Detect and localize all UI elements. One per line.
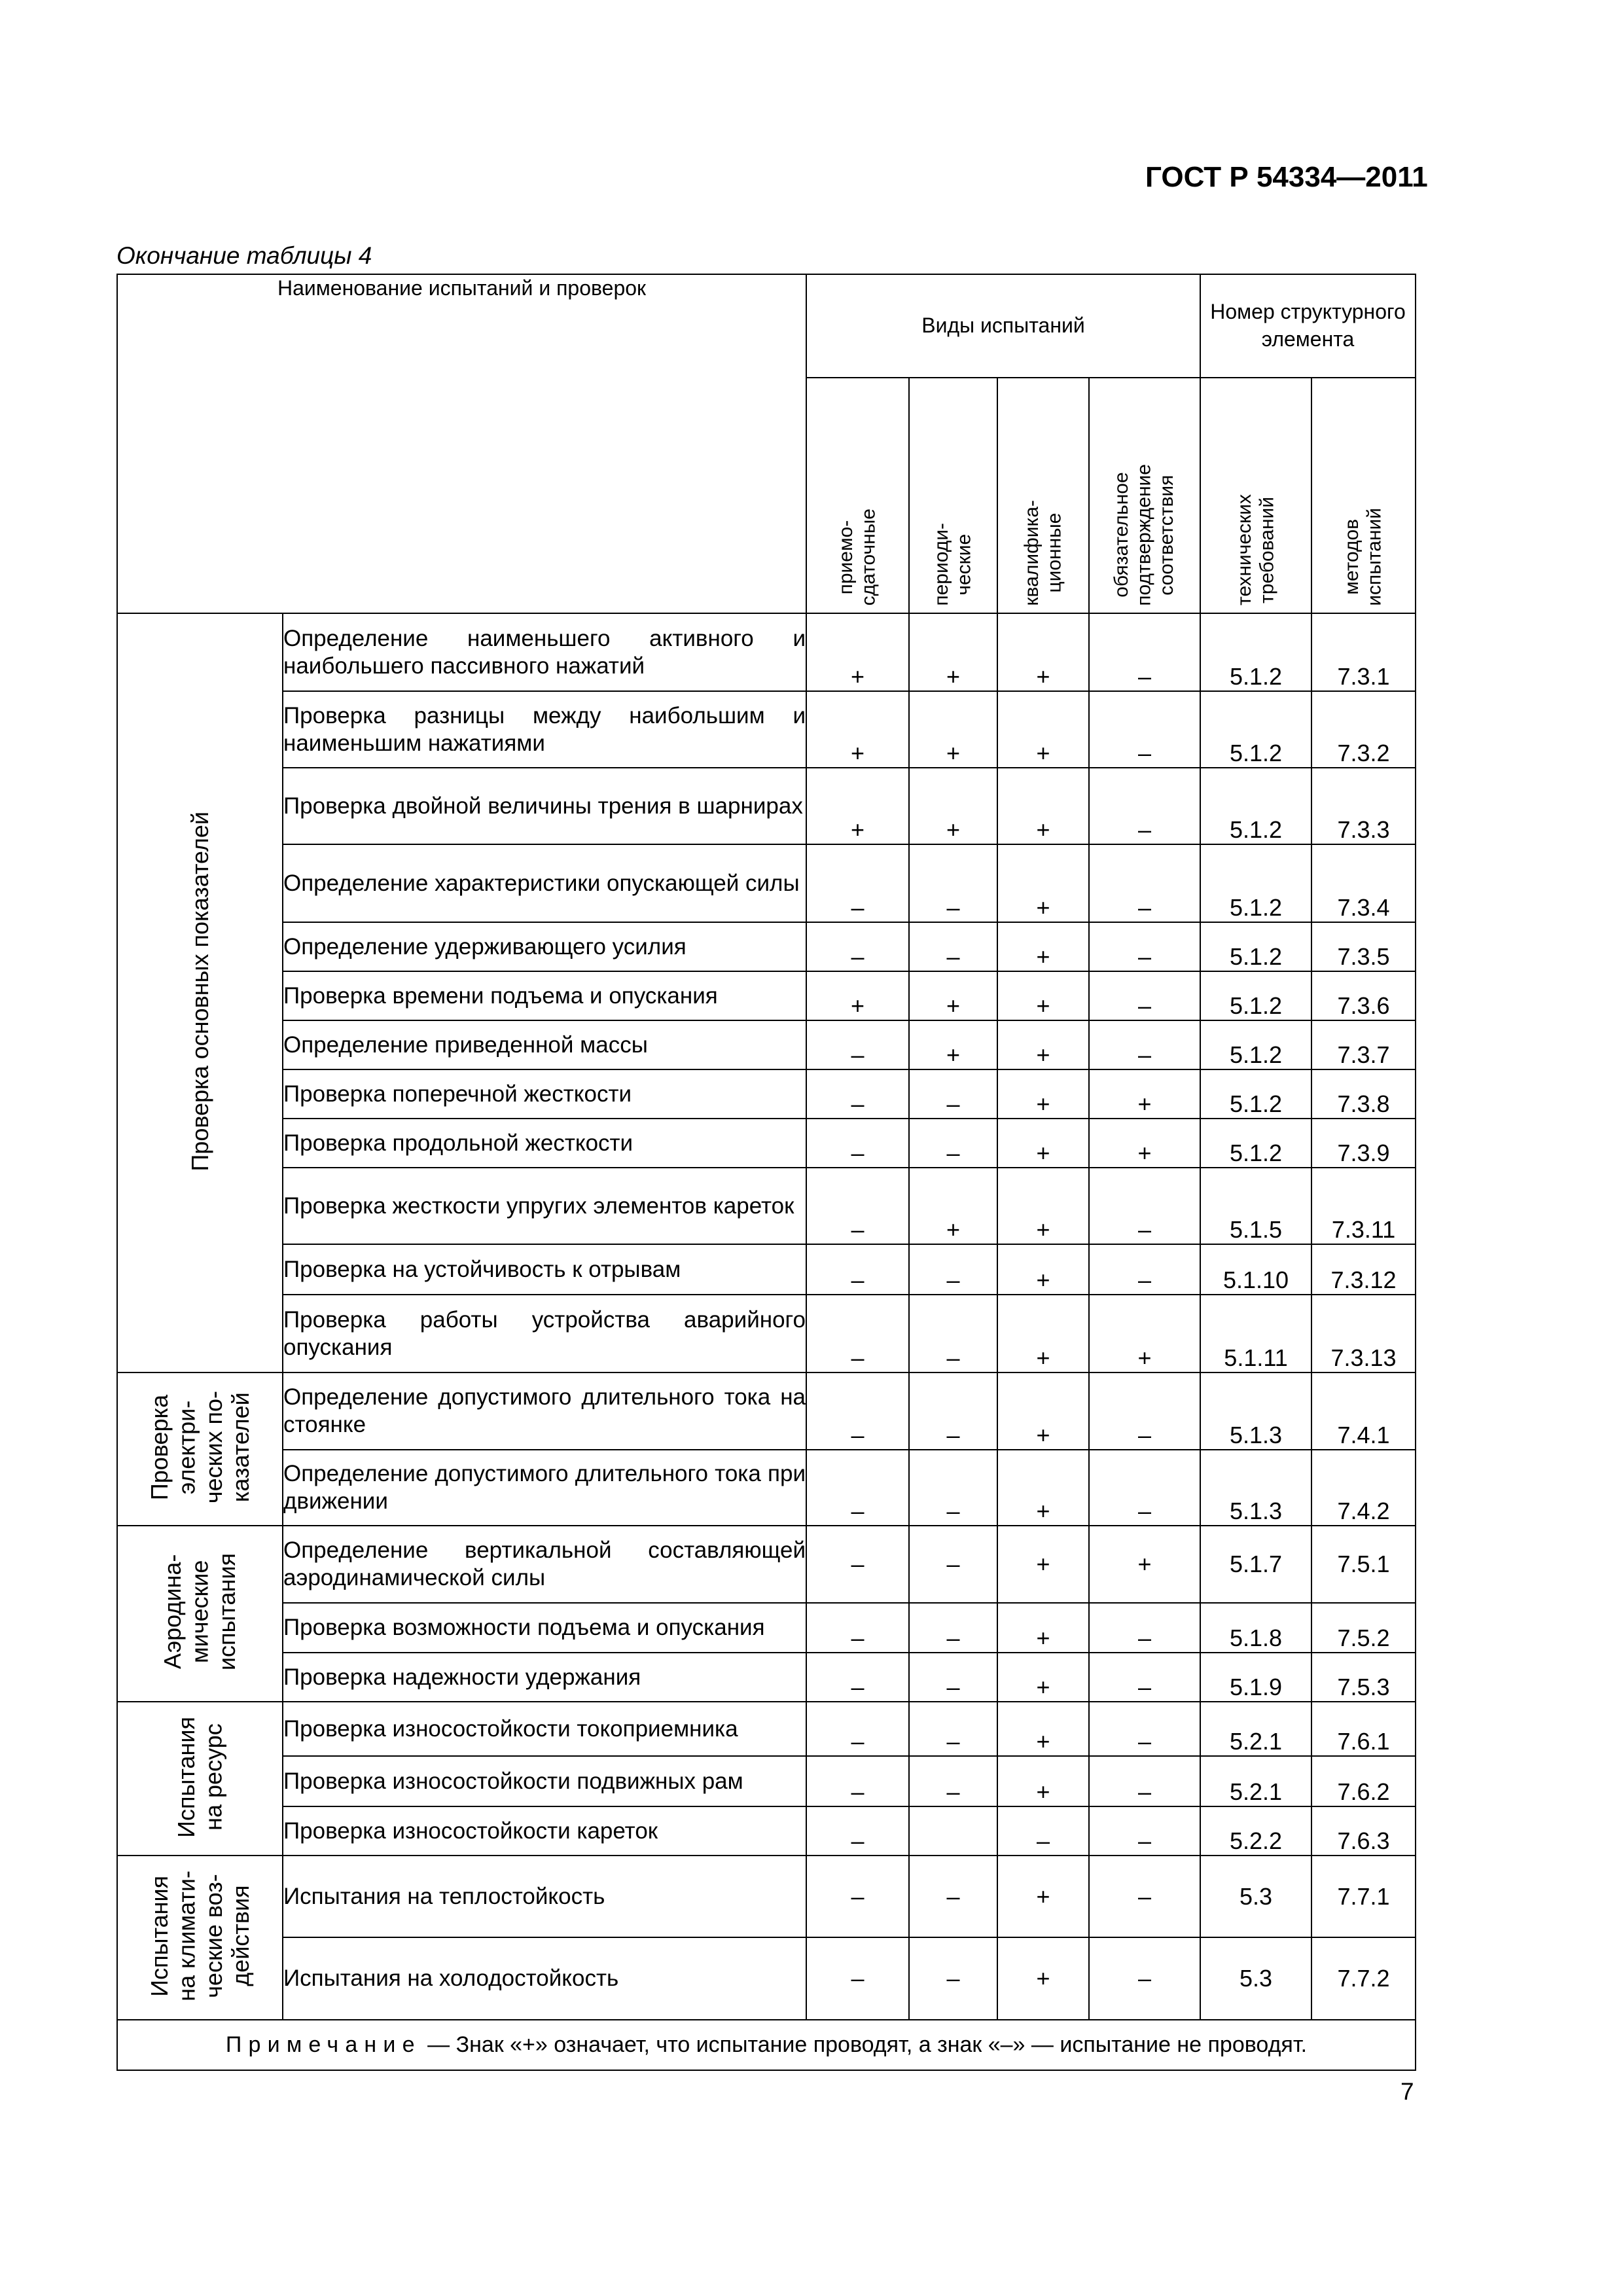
mark-cell: –	[909, 1526, 997, 1603]
test-name: Проверка времени подъема и опускания	[283, 971, 806, 1020]
mark-cell: –	[1089, 1450, 1200, 1526]
requirement-number: 5.1.2	[1200, 1069, 1311, 1119]
mark-cell: –	[1089, 1372, 1200, 1450]
requirement-number: 5.3	[1200, 1937, 1311, 2020]
mark-cell: –	[806, 1526, 909, 1603]
requirement-number: 5.1.2	[1200, 1020, 1311, 1069]
table-row	[117, 1168, 1416, 1244]
mark-cell: +	[806, 971, 909, 1020]
mark-cell: –	[909, 1295, 997, 1372]
group-label: Испытания на ресурс	[117, 1702, 283, 1856]
test-name: Проверка износостойкости подвижных рам	[283, 1756, 806, 1806]
mark-cell: +	[806, 768, 909, 844]
subheader-technical-requirements: технических требований	[1200, 378, 1311, 613]
method-number: 7.5.3	[1311, 1653, 1416, 1702]
mark-cell: –	[997, 1806, 1089, 1856]
mark-cell: –	[806, 1603, 909, 1653]
mark-cell: –	[1089, 922, 1200, 971]
mark-cell: +	[997, 1526, 1089, 1603]
method-number: 7.3.2	[1311, 691, 1416, 768]
requirement-number: 5.1.7	[1200, 1526, 1311, 1603]
column-header-structural-element: Номер структурного элемента	[1200, 274, 1416, 378]
mark-cell: –	[1089, 1856, 1200, 1937]
test-name: Проверка разницы между наибольшим и наименьшим нажатиями	[283, 691, 806, 768]
mark-cell: +	[997, 1450, 1089, 1526]
mark-cell: +	[997, 613, 1089, 691]
method-number: 7.5.1	[1311, 1526, 1416, 1603]
table-row	[117, 1372, 1416, 1450]
note-label: Примечание	[225, 2032, 421, 2057]
mark-cell: –	[909, 1702, 997, 1756]
mark-cell: +	[909, 971, 997, 1020]
table-row	[117, 1020, 1416, 1069]
group-label: Аэродина- мические испытания	[117, 1526, 283, 1702]
mark-cell: +	[1089, 1526, 1200, 1603]
test-name: Проверка на устойчивость к отрывам	[283, 1244, 806, 1295]
mark-cell: –	[806, 1756, 909, 1806]
method-number: 7.7.1	[1311, 1856, 1416, 1937]
requirement-number: 5.3	[1200, 1856, 1311, 1937]
mark-cell: –	[909, 1119, 997, 1168]
method-number: 7.4.2	[1311, 1450, 1416, 1526]
table-row	[117, 613, 1416, 691]
mark-cell: +	[997, 1119, 1089, 1168]
method-number: 7.3.4	[1311, 844, 1416, 922]
mark-cell: +	[997, 1702, 1089, 1756]
mark-cell: +	[909, 691, 997, 768]
test-name: Проверка продольной жесткости	[283, 1119, 806, 1168]
table-row	[117, 691, 1416, 768]
method-number: 7.7.2	[1311, 1937, 1416, 2020]
test-name: Определение вертикальной составляющей аэродинамической силы	[283, 1526, 806, 1603]
page-number: 7	[1400, 2078, 1414, 2105]
mark-cell: –	[909, 844, 997, 922]
mark-cell: –	[909, 1856, 997, 1937]
mark-cell: +	[997, 768, 1089, 844]
method-number: 7.3.3	[1311, 768, 1416, 844]
requirement-number: 5.2.2	[1200, 1806, 1311, 1856]
mark-cell: –	[806, 1020, 909, 1069]
mark-cell: –	[909, 1372, 997, 1450]
mark-cell: –	[909, 1244, 997, 1295]
mark-cell: +	[997, 1653, 1089, 1702]
test-name: Определение допустимого длительного тока при движении	[283, 1450, 806, 1526]
mark-cell: –	[909, 1653, 997, 1702]
mark-cell: –	[1089, 844, 1200, 922]
test-name: Проверка двойной величины трения в шарнирах	[283, 768, 806, 844]
mark-cell: +	[997, 844, 1089, 922]
mark-cell: +	[997, 1856, 1089, 1937]
mark-cell: –	[806, 1450, 909, 1526]
mark-cell: +	[1089, 1119, 1200, 1168]
table-row	[117, 1244, 1416, 1295]
table-row	[117, 1119, 1416, 1168]
mark-cell: –	[1089, 1756, 1200, 1806]
table-row	[117, 844, 1416, 922]
table-row	[117, 1937, 1416, 2020]
mark-cell: –	[806, 1653, 909, 1702]
mark-cell: –	[1089, 1653, 1200, 1702]
test-name: Проверка поперечной жесткости	[283, 1069, 806, 1119]
table-row	[117, 1856, 1416, 1937]
mark-cell	[909, 1806, 997, 1856]
method-number: 7.5.2	[1311, 1603, 1416, 1653]
requirement-number: 5.1.8	[1200, 1603, 1311, 1653]
mark-cell: –	[1089, 971, 1200, 1020]
test-name: Проверка жесткости упругих элементов кареток	[283, 1168, 806, 1244]
requirement-number: 5.1.2	[1200, 613, 1311, 691]
mark-cell: –	[806, 1372, 909, 1450]
table-row	[117, 1702, 1416, 1756]
table-row	[117, 1069, 1416, 1119]
method-number: 7.3.13	[1311, 1295, 1416, 1372]
requirement-number: 5.1.2	[1200, 768, 1311, 844]
method-number: 7.3.11	[1311, 1168, 1416, 1244]
mark-cell: +	[997, 1756, 1089, 1806]
mark-cell: –	[909, 922, 997, 971]
mark-cell: –	[909, 1069, 997, 1119]
test-name: Проверка износостойкости кареток	[283, 1806, 806, 1856]
mark-cell: –	[909, 1603, 997, 1653]
requirement-number: 5.1.2	[1200, 922, 1311, 971]
method-number: 7.3.1	[1311, 613, 1416, 691]
requirement-number: 5.1.2	[1200, 844, 1311, 922]
requirement-number: 5.1.5	[1200, 1168, 1311, 1244]
mark-cell: +	[997, 971, 1089, 1020]
mark-cell: +	[997, 691, 1089, 768]
table-row	[117, 1806, 1416, 1856]
subheader-mandatory-conformity: обязательное подтверждение соответствия	[1089, 378, 1200, 613]
group-label: Проверка основных показателей	[117, 613, 283, 1372]
mark-cell: –	[909, 1450, 997, 1526]
method-number: 7.6.2	[1311, 1756, 1416, 1806]
mark-cell: –	[1089, 1937, 1200, 2020]
table-row	[117, 922, 1416, 971]
method-number: 7.3.8	[1311, 1069, 1416, 1119]
mark-cell: –	[806, 1806, 909, 1856]
requirement-number: 5.1.11	[1200, 1295, 1311, 1372]
requirement-number: 5.1.2	[1200, 971, 1311, 1020]
method-number: 7.3.12	[1311, 1244, 1416, 1295]
group-label: Испытания на климати- ческие воз- действия	[117, 1856, 283, 2020]
method-number: 7.4.1	[1311, 1372, 1416, 1450]
requirement-number: 5.1.2	[1200, 1119, 1311, 1168]
document-code: ГОСТ Р 54334—2011	[1145, 161, 1428, 193]
table-row	[117, 971, 1416, 1020]
mark-cell: –	[1089, 613, 1200, 691]
mark-cell: –	[1089, 1020, 1200, 1069]
test-name: Проверка возможности подъема и опускания	[283, 1603, 806, 1653]
method-number: 7.6.1	[1311, 1702, 1416, 1756]
mark-cell: +	[997, 1603, 1089, 1653]
mark-cell: –	[1089, 691, 1200, 768]
mark-cell: –	[806, 1119, 909, 1168]
subheader-acceptance: приемо- сдаточные	[806, 378, 909, 613]
mark-cell: +	[997, 1069, 1089, 1119]
mark-cell: +	[997, 1295, 1089, 1372]
test-name: Определение характеристики опускающей силы	[283, 844, 806, 922]
requirement-number: 5.1.9	[1200, 1653, 1311, 1702]
column-header-name: Наименование испытаний и проверок	[117, 274, 806, 613]
test-name: Проверка надежности удержания	[283, 1653, 806, 1702]
test-name: Испытания на холодостойкость	[283, 1937, 806, 2020]
group-label: Проверка электри- ческих по- казателей	[117, 1372, 283, 1526]
requirement-number: 5.1.3	[1200, 1372, 1311, 1450]
mark-cell: +	[806, 613, 909, 691]
requirement-number: 5.2.1	[1200, 1702, 1311, 1756]
mark-cell: –	[806, 1069, 909, 1119]
mark-cell: +	[909, 1168, 997, 1244]
method-number: 7.3.9	[1311, 1119, 1416, 1168]
table-note	[117, 2020, 1416, 2070]
mark-cell: +	[997, 1372, 1089, 1450]
mark-cell: –	[806, 1244, 909, 1295]
table-row	[117, 1450, 1416, 1526]
mark-cell: +	[997, 1937, 1089, 2020]
test-name: Определение наименьшего активного и наибольшего пассивного нажатий	[283, 613, 806, 691]
mark-cell: +	[997, 1244, 1089, 1295]
mark-cell: +	[997, 1168, 1089, 1244]
note-text: — Знак «+» означает, что испытание проводят, а знак «–» — испытание не проводят.	[421, 2032, 1308, 2057]
test-name: Проверка работы устройства аварийного опускания	[283, 1295, 806, 1372]
method-number: 7.6.3	[1311, 1806, 1416, 1856]
mark-cell: –	[806, 1702, 909, 1756]
test-name: Проверка износостойкости токоприемника	[283, 1702, 806, 1756]
subheader-periodic: периоди- ческие	[909, 378, 997, 613]
test-name: Определение приведенной массы	[283, 1020, 806, 1069]
mark-cell: +	[1089, 1295, 1200, 1372]
mark-cell: +	[909, 1020, 997, 1069]
subheader-qualification: квалифика- ционные	[997, 378, 1089, 613]
mark-cell: –	[1089, 1702, 1200, 1756]
method-number: 7.3.5	[1311, 922, 1416, 971]
table-row	[117, 1653, 1416, 1702]
mark-cell: –	[806, 1856, 909, 1937]
mark-cell: +	[909, 768, 997, 844]
table-row	[117, 1526, 1416, 1603]
method-number: 7.3.7	[1311, 1020, 1416, 1069]
mark-cell: –	[909, 1937, 997, 2020]
table-row	[117, 768, 1416, 844]
table-row	[117, 1603, 1416, 1653]
tests-table	[116, 274, 1416, 2071]
mark-cell: –	[806, 1937, 909, 2020]
mark-cell: –	[1089, 1244, 1200, 1295]
mark-cell: –	[806, 1295, 909, 1372]
mark-cell: –	[1089, 1168, 1200, 1244]
table-row	[117, 1295, 1416, 1372]
mark-cell: –	[806, 922, 909, 971]
mark-cell: +	[997, 922, 1089, 971]
requirement-number: 5.1.3	[1200, 1450, 1311, 1526]
table-caption: Окончание таблицы 4	[116, 242, 372, 269]
mark-cell: +	[997, 1020, 1089, 1069]
mark-cell: –	[1089, 768, 1200, 844]
method-number: 7.3.6	[1311, 971, 1416, 1020]
test-name: Испытания на теплостойкость	[283, 1856, 806, 1937]
mark-cell: +	[1089, 1069, 1200, 1119]
mark-cell: +	[806, 691, 909, 768]
mark-cell: +	[909, 613, 997, 691]
mark-cell: –	[1089, 1603, 1200, 1653]
requirement-number: 5.1.2	[1200, 691, 1311, 768]
test-name: Определение допустимого длительного тока на стоянке	[283, 1372, 806, 1450]
mark-cell: –	[806, 844, 909, 922]
subheader-test-methods: методов испытаний	[1311, 378, 1416, 613]
mark-cell: –	[1089, 1806, 1200, 1856]
test-name: Определение удерживающего усилия	[283, 922, 806, 971]
column-header-test-types: Виды испытаний	[806, 274, 1200, 378]
mark-cell: –	[909, 1756, 997, 1806]
mark-cell: –	[806, 1168, 909, 1244]
requirement-number: 5.2.1	[1200, 1756, 1311, 1806]
requirement-number: 5.1.10	[1200, 1244, 1311, 1295]
table-row	[117, 1756, 1416, 1806]
